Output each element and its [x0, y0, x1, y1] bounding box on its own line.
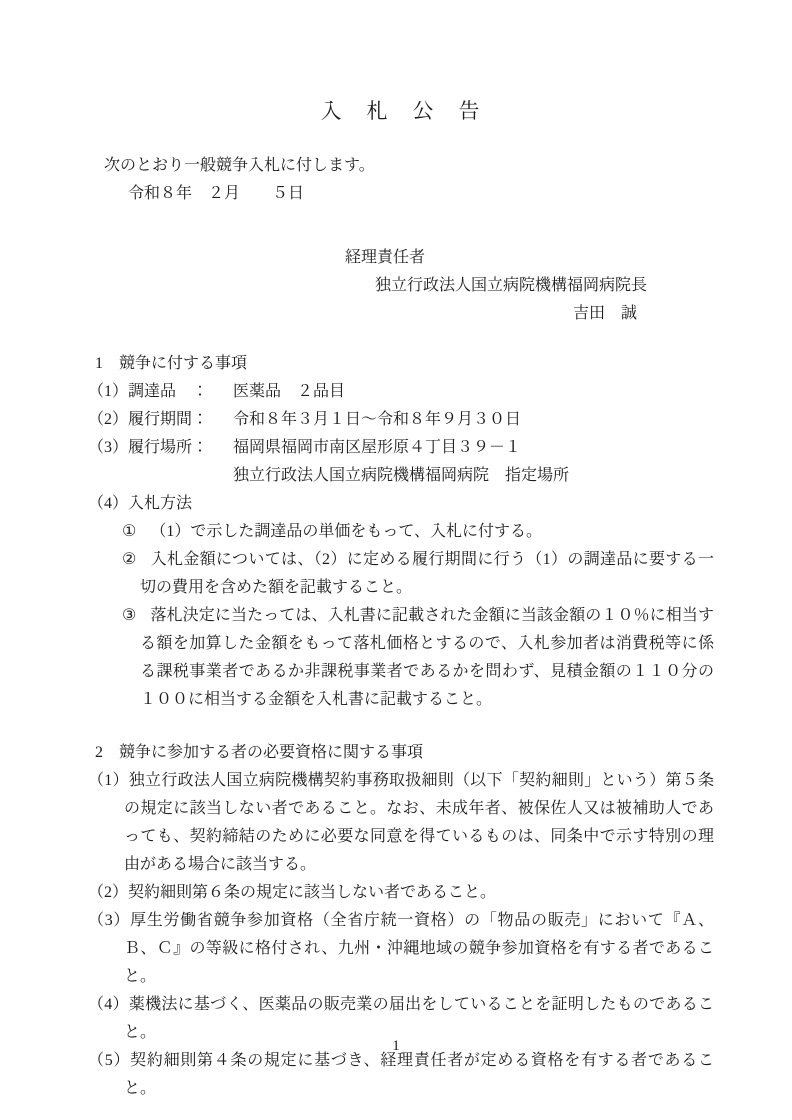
row-label: （4）入札方法 — [88, 495, 193, 512]
method-text: （1）で示した調達品の単価をもって、入札に付する。 — [150, 523, 543, 540]
document-title: 入 札 公 告 — [320, 99, 482, 123]
row-value: 独立行政法人国立病院機構福岡病院 指定場所 — [233, 467, 570, 484]
performance-period-row — [88, 406, 714, 434]
requirement-paragraph — [88, 767, 714, 879]
bid-method-paragraph — [88, 518, 714, 546]
row-label: （3）履行場所： — [88, 439, 209, 456]
page-number: 1 — [392, 1038, 400, 1054]
req-text: 契約細則第６条の規定に該当しない者であること。 — [128, 884, 497, 901]
issuer-name: 吉田 誠 — [573, 305, 638, 322]
row-label: （1）調達品 ： — [88, 383, 209, 400]
performance-place-row — [88, 434, 714, 462]
section2-heading: 2 競争に参加する者の必要資格に関する事項 — [95, 744, 424, 761]
procurement-item-row — [88, 378, 714, 406]
req-text: 契約細則第４条の規定に基づき、経理責任者が定める資格を有する者であること。 — [124, 1052, 714, 1097]
method-text: 入札金額については、（2）に定める履行期間に行う（1）の調達品に要する一切の費用を含めた額を記載すること。 — [140, 551, 715, 596]
requirement-paragraph — [88, 907, 714, 991]
performance-place-row-continued — [88, 462, 714, 490]
req-text: 厚生労働省競争参加資格（全省庁統一資格）の「物品の販売」において『Ａ、Ｂ、Ｃ』の等級に格付され、九州・沖縄地域の競争参加資格を有する者であること。 — [124, 912, 714, 985]
issuer-block — [88, 244, 714, 328]
row-value: 福岡県福岡市南区屋形原４丁目３９－１ — [233, 439, 522, 456]
page-content — [88, 0, 714, 1103]
req-label: （3） — [88, 912, 131, 929]
req-label: （5） — [88, 1052, 131, 1069]
row-label: （2）履行期間： — [88, 411, 209, 428]
issue-date: 令和８年 ２月 ５日 — [128, 185, 305, 202]
issuer-role: 経理責任者 — [345, 249, 426, 266]
req-label: （1） — [88, 772, 129, 789]
row-value: 令和８年３月１日～令和８年９月３０日 — [233, 411, 522, 428]
section1-heading: 1 競争に付する事項 — [95, 355, 248, 372]
circled-number-2: ② — [122, 551, 137, 568]
req-label: （4） — [88, 996, 129, 1013]
issuer-organization: 独立行政法人国立病院機構福岡病院長 — [375, 277, 648, 294]
req-label: （2） — [88, 884, 129, 901]
circled-number-3: ③ — [122, 607, 137, 624]
bid-method-row — [88, 490, 714, 518]
method-text: 落札決定に当たっては、入札書に記載された金額に当該金額の１０％に相当する額を加算した金額をもって落札価格とするので、入札参加者は消費税等に係る課税事業者であるか非課税事業者であるかを問わず、見積金額の１１０分の１００に相当する金額を入札書に記載すること。 — [140, 607, 714, 708]
section-competition-items — [88, 350, 714, 714]
circled-number-1: ① — [122, 523, 137, 540]
bid-method-paragraph — [88, 602, 714, 714]
req-text: 独立行政法人国立病院機構契約事務取扱細則（以下「契約細則」という）第５条の規定に該当しない者であること。なお、未成年者、被保佐人又は被補助人であっても、契約締結のために必要な同意を得ているものは、同条中で示す特別の理由がある場合に該当する。 — [124, 772, 714, 873]
intro-line: 次のとおり一般競争入札に付します。 — [104, 157, 375, 174]
bid-method-paragraph — [88, 546, 714, 602]
row-value: 医薬品 ２品目 — [233, 383, 346, 400]
requirement-paragraph — [88, 879, 714, 907]
req-text: 薬機法に基づく、医薬品の販売業の届出をしていることを証明したものであること。 — [124, 996, 714, 1041]
